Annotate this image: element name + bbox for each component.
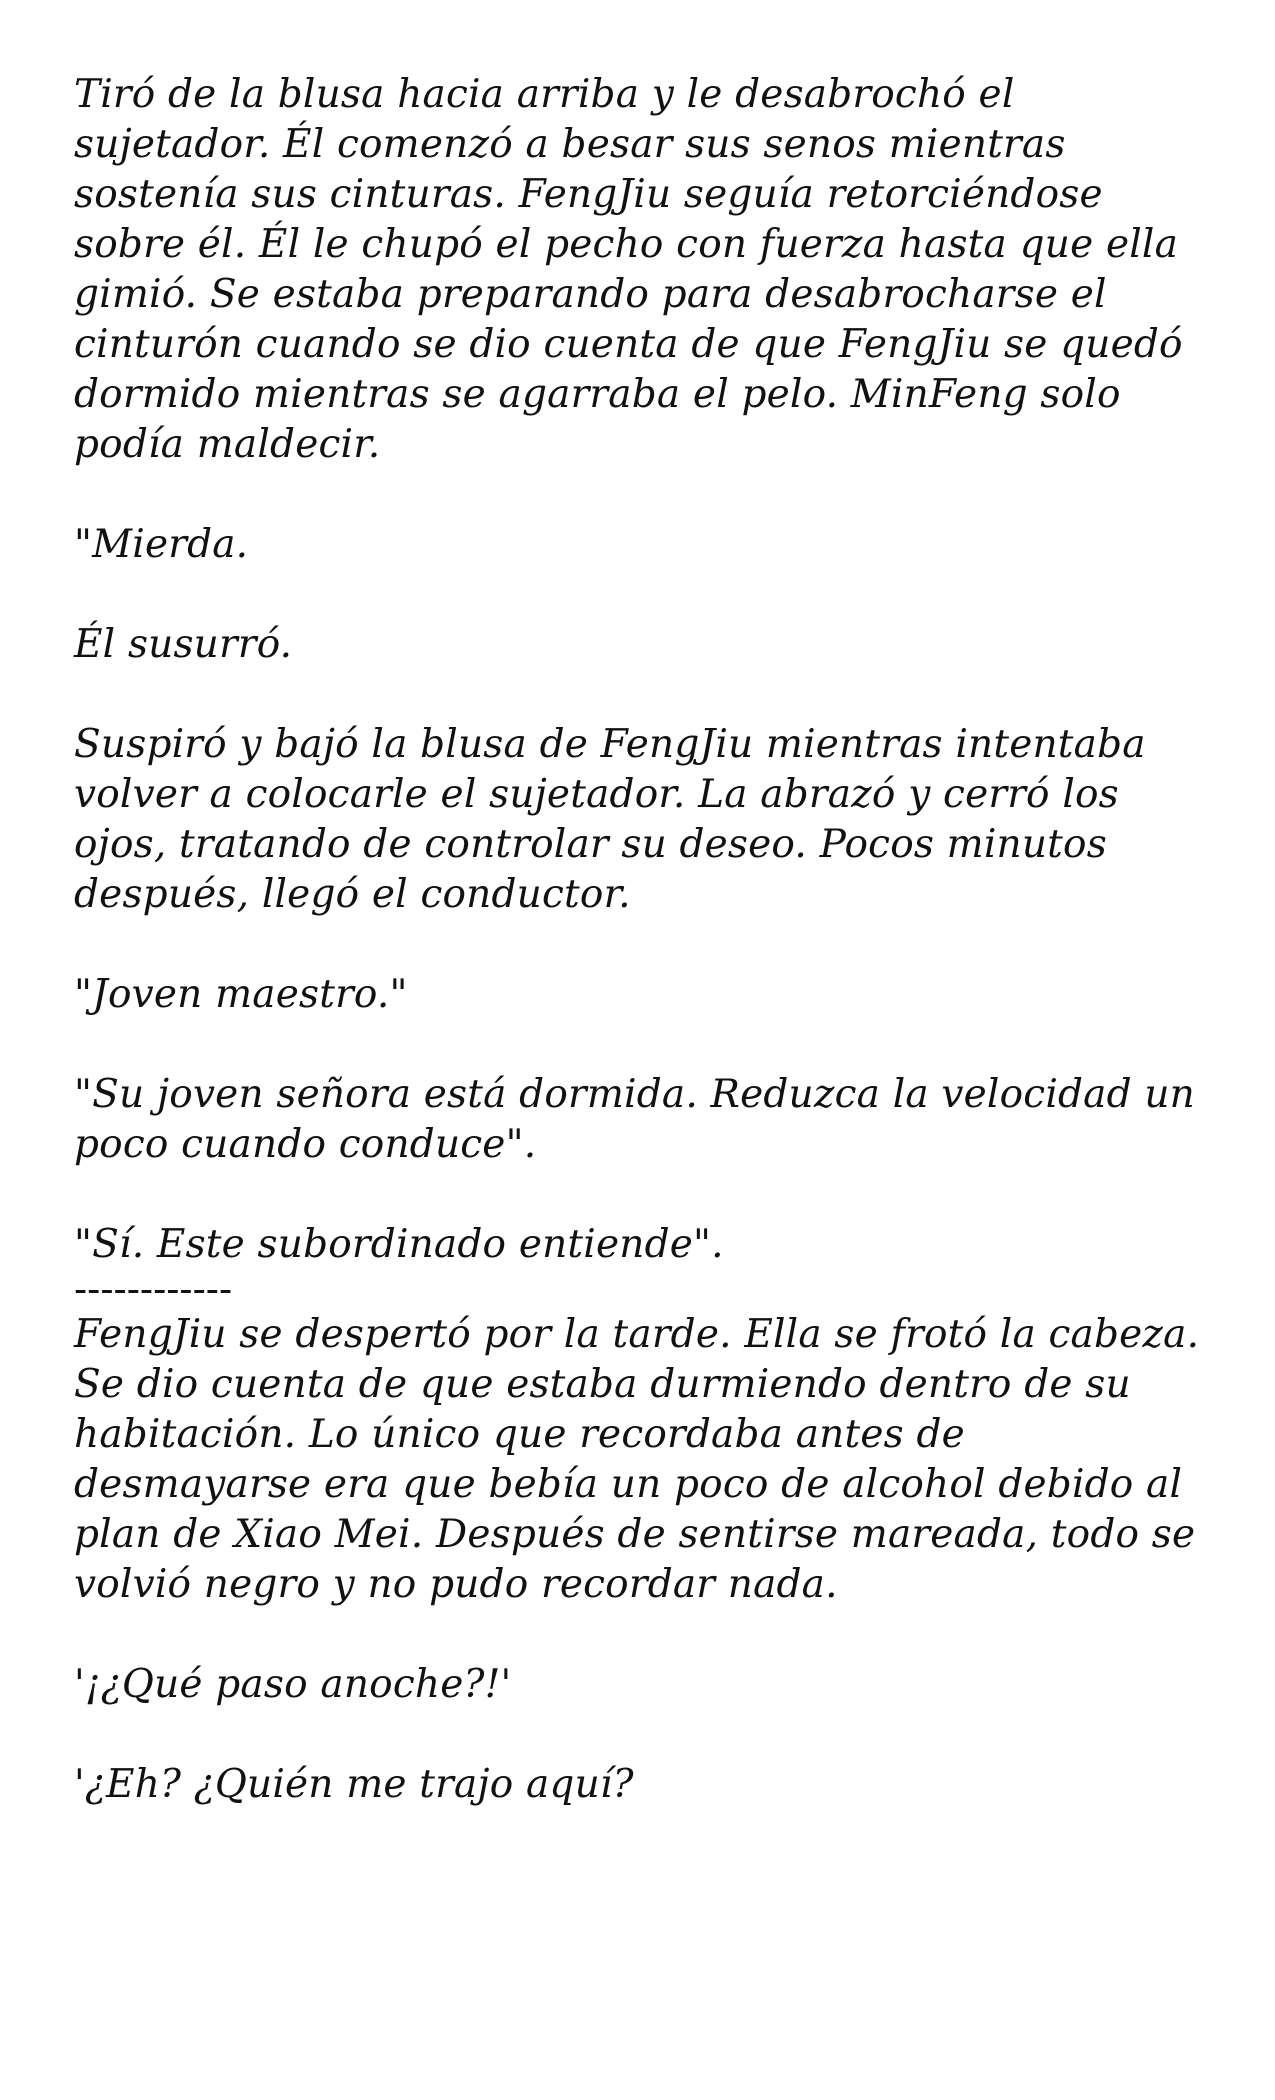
paragraph-6: "Su joven señora está dormida. Reduzca la velocidad un poco cuando conduce". [74, 1072, 1196, 1167]
paragraph-7: "Sí. Este subordinado entiende". [74, 1222, 724, 1267]
paragraph-9: '¡¿Qué paso anoche?!' [74, 1662, 512, 1707]
paragraph-5: "Joven maestro." [74, 972, 408, 1017]
paragraph-4: Suspiró y bajó la blusa de FengJiu mientras intentaba volver a colocarle el sujetador. La abrazó y cerró los ojos, tratando de controlar su deseo. Pocos minutos después, llegó el conductor. [74, 722, 1146, 917]
section-divider: ------------ [74, 1267, 233, 1312]
paragraph-10: '¿Eh? ¿Quién me trajo aquí? [74, 1762, 634, 1807]
paragraph-8: FengJiu se despertó por la tarde. Ella se frotó la cabeza. Se dio cuenta de que estaba durmiendo dentro de su habitación. Lo único que recordaba antes de desmayarse era que bebía un poco de alcohol debido al plan de Xiao Mei. Después de sentirse mareada, todo se volvió negro y no pudo recordar nada. [74, 1312, 1200, 1607]
paragraph-2: "Mierda. [74, 522, 249, 567]
paragraph-1: Tiró de la blusa hacia arriba y le desabrochó el sujetador. Él comenzó a besar sus senos mientras sostenía sus cinturas. FengJiu seguía retorciéndose sobre él. Él le chupó el pecho con fuerza hasta que ella gimió. Se estaba preparando para desabrocharse el cinturón cuando se dio cuenta de que FengJiu se quedó dormido mientras se agarraba el pelo. MinFeng solo podía maldecir. [74, 72, 1183, 467]
paragraph-3: Él susurró. [74, 622, 293, 667]
document-page [74, 70, 1214, 1860]
